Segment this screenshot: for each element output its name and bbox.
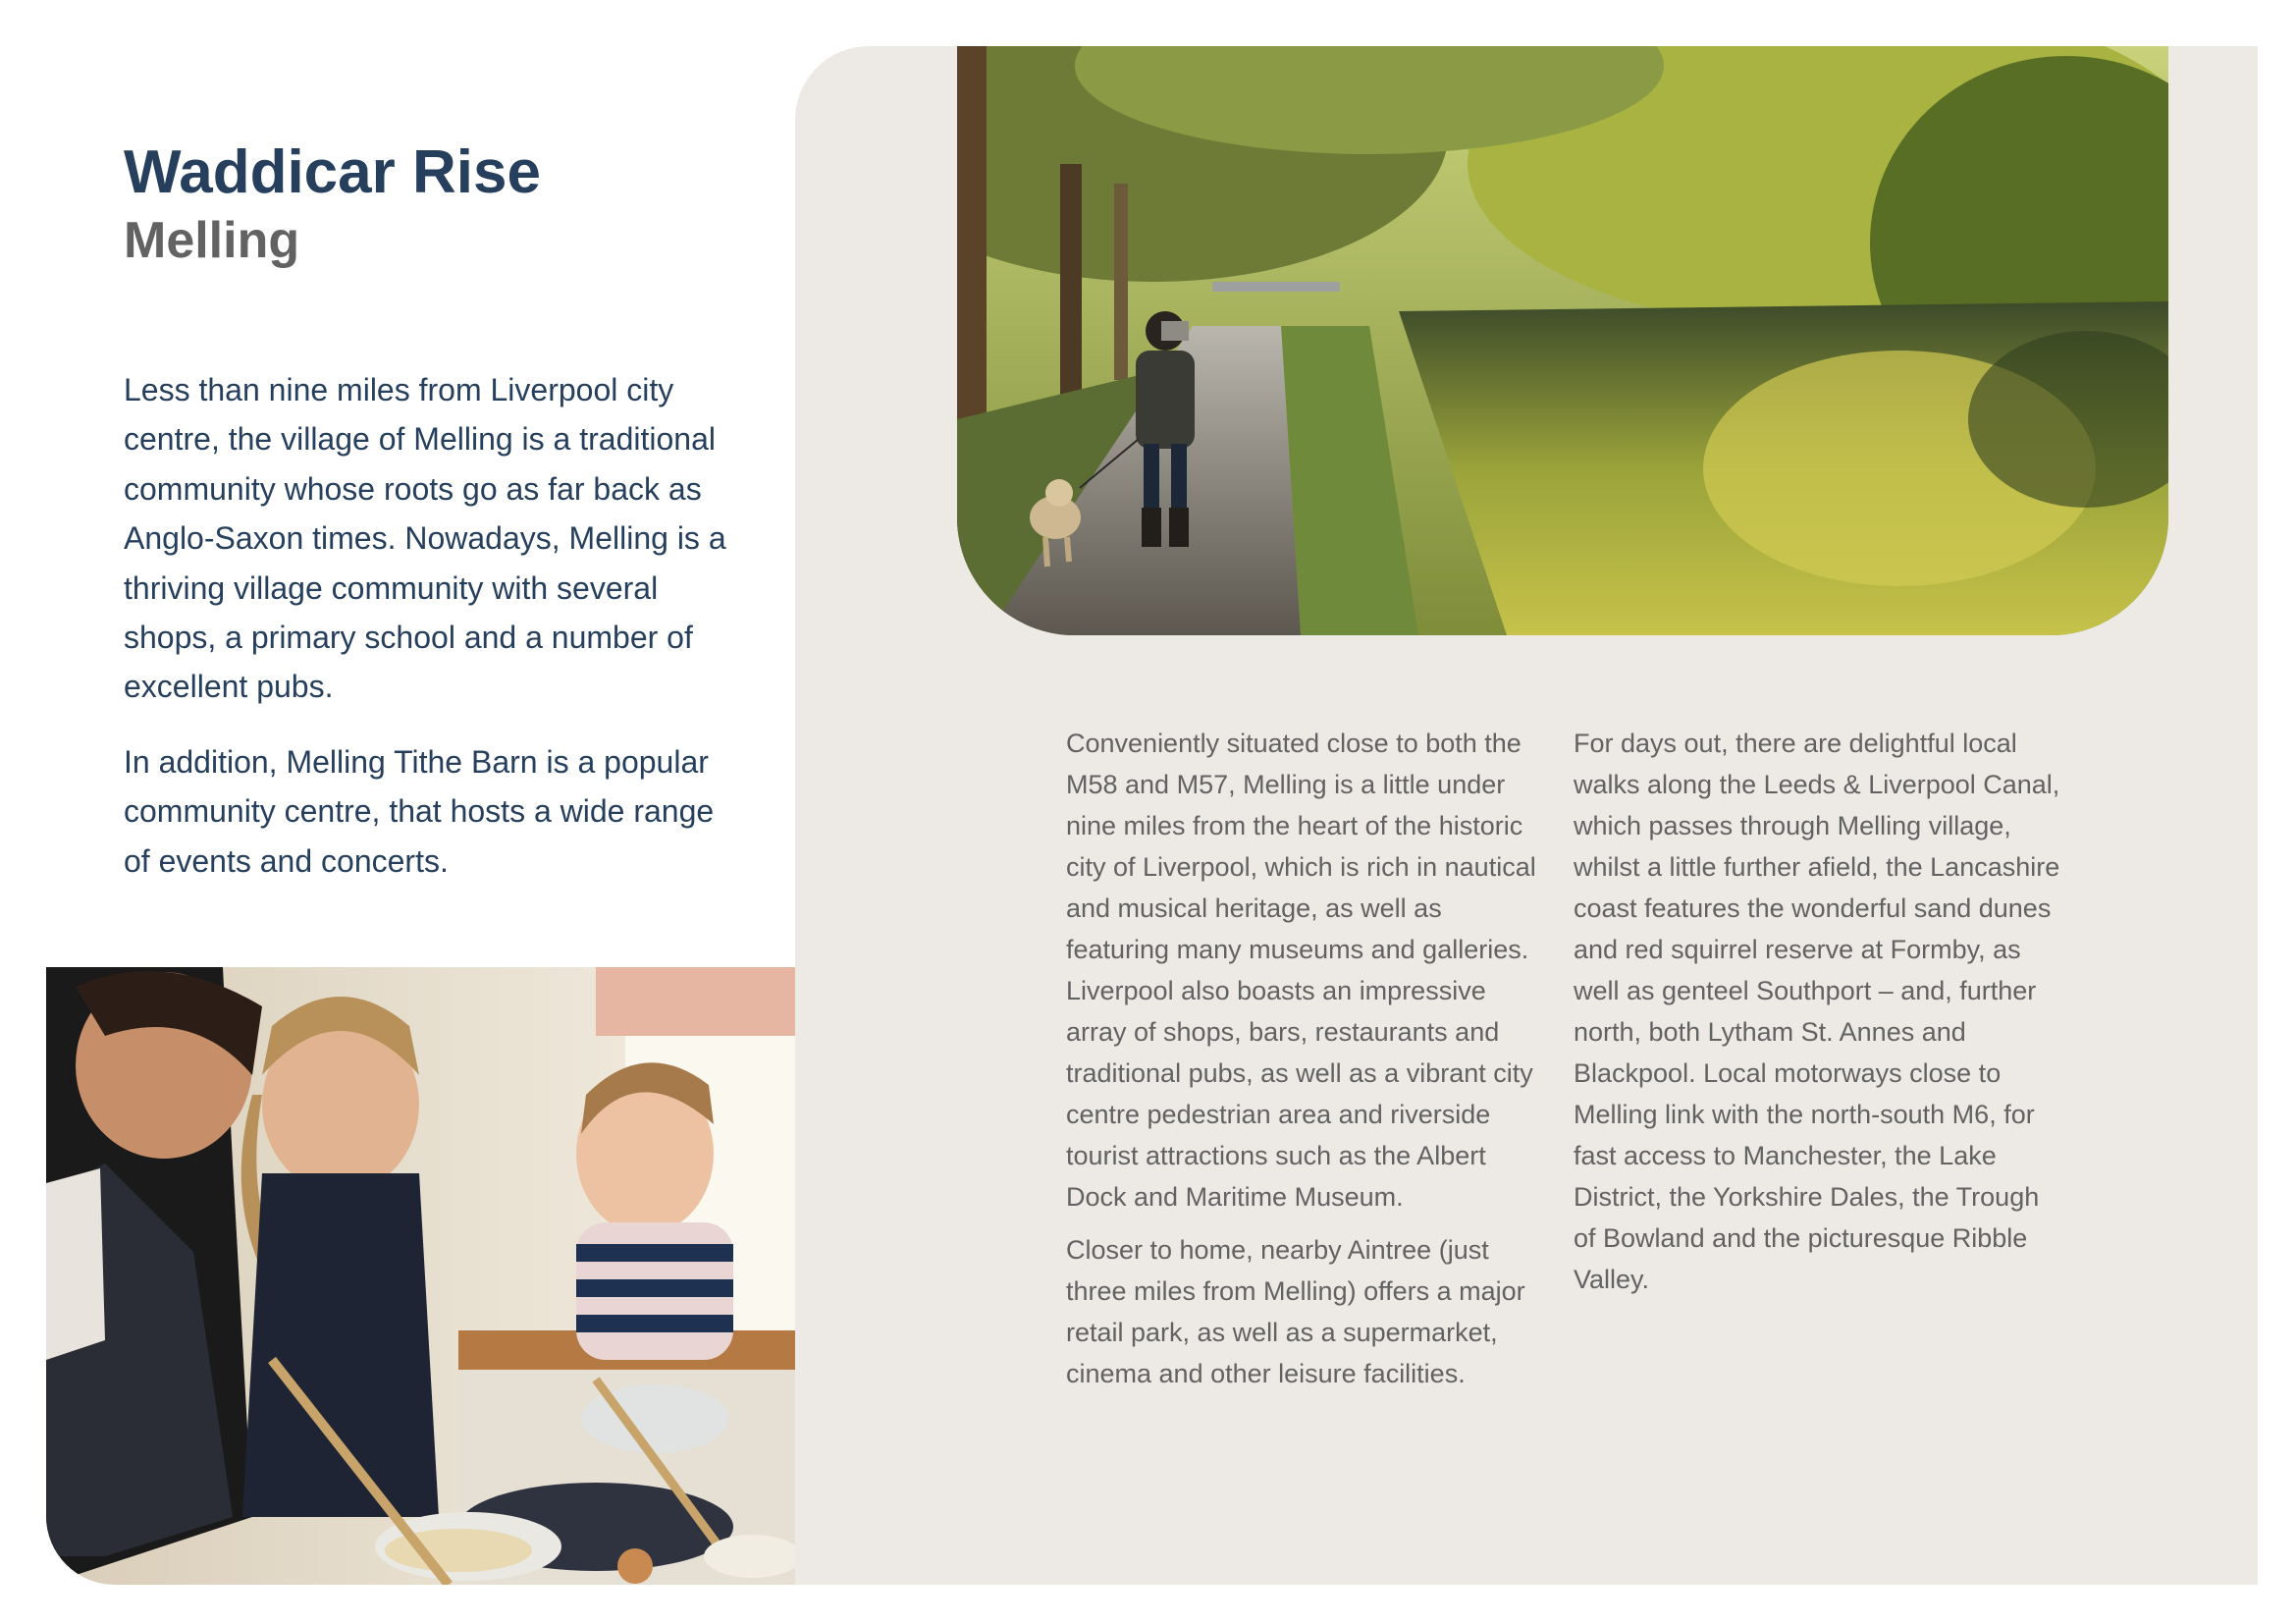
body-paragraph: Conveniently situated close to both the M58 and M57, Melling is a little under nine miles from the heart of the historic city of Liverpool, which is rich in nautical and musical heritage, as well as featuring many museums and galleries. Liverpool also boasts an impressive array of shops, bars, restaurants and traditional pubs, as well as a vibrant city centre pedestrian area and riverside tourist attractions such as the Albert Dock and Maritime Museum.: [1066, 729, 1536, 1212]
body-column-left: [1066, 723, 1537, 1406]
intro-text: [124, 365, 732, 911]
page-subtitle: Melling: [124, 212, 300, 269]
body-column-right: [1574, 723, 2064, 1312]
body-paragraph: For days out, there are delightful local walks along the Leeds & Liverpool Canal, which passes through Melling village, whilst a little further afield, the Lancashire coast features the wonderful sand dunes and red squirrel reserve at Formby, as well as genteel Southport – and, further north, both Lytham St. Annes and Blackpool. Local motorways close to Melling link with the north-south M6, for fast access to Manchester, the Lake District, the Yorkshire Dales, the Trough of Bowland and the picturesque Ribble Valley.: [1574, 729, 2060, 1294]
page-title: Waddicar Rise: [124, 138, 541, 206]
intro-paragraph: In addition, Melling Tithe Barn is a popular community centre, that hosts a wide range of events and concerts.: [124, 743, 715, 879]
family-baking-photo: [46, 967, 795, 1585]
body-paragraph: Closer to home, nearby Aintree (just three miles from Melling) offers a major retail park, as well as a supermarket, cinema and other leisure facilities.: [1066, 1235, 1525, 1388]
canal-walk-photo: [957, 46, 2168, 635]
intro-paragraph: Less than nine miles from Liverpool city centre, the village of Melling is a traditional community whose roots go as far back as Anglo-Saxon times. Nowadays, Melling is a thriving village community with several shops, a primary school and a number of excellent pubs.: [124, 372, 726, 705]
